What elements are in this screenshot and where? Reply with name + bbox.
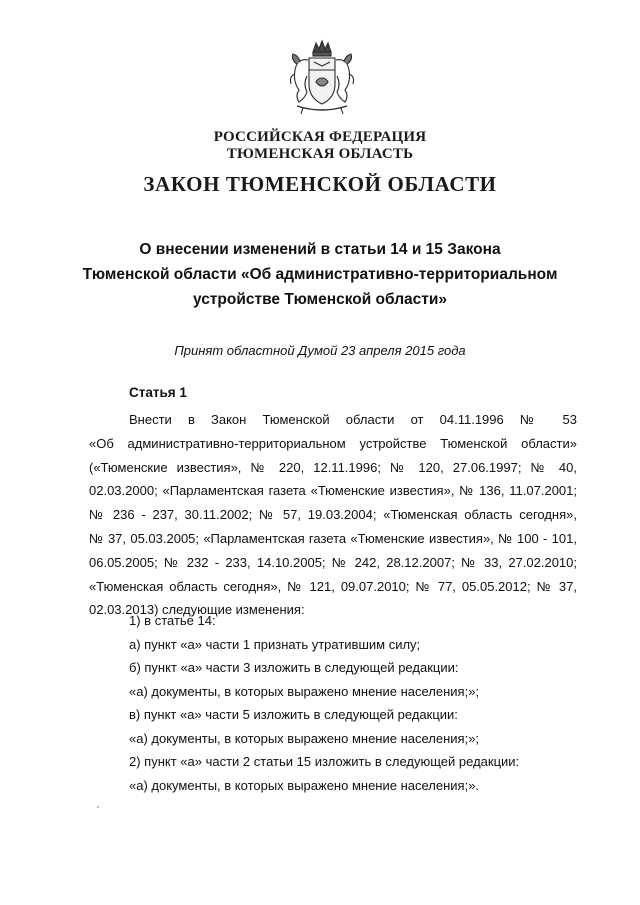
- list-item: б) пункт «а» части 3 изложить в следующей редакции:: [129, 660, 459, 675]
- law-title-line: устройстве Тюменской области»: [192, 291, 448, 308]
- paragraph-line: «Об административно-территориальном устройстве Тюменской области»: [89, 435, 577, 451]
- coat-of-arms-icon: [283, 38, 361, 118]
- law-title-line: О внесении изменений в статьи 14 и 15 Закона: [139, 241, 501, 258]
- article-heading: Статья 1: [129, 385, 187, 400]
- country-heading: РОССИЙСКАЯ ФЕДЕРАЦИЯ: [213, 129, 427, 145]
- adoption-note: Принят областной Думой 23 апреля 2015 года: [174, 343, 466, 358]
- paragraph-line: 02.03.2000; «Парламентская газета «Тюменские известия», № 136, 11.07.2001;: [89, 483, 577, 499]
- scan-speck: [97, 806, 99, 808]
- list-item: «а) документы, в которых выражено мнение населения;».: [129, 777, 480, 793]
- paragraph-line: «Тюменская область сегодня», № 121, 09.07.2010; № 77, 05.05.2012; № 37,: [89, 578, 577, 594]
- list-item: 1) в статье 14:: [129, 613, 216, 628]
- list-item: 2) пункт «а» части 2 статьи 15 изложить в следующей редакции:: [129, 754, 520, 769]
- paragraph-line: № 37, 05.03.2005; «Парламентская газета «Тюменские известия», № 100 - 101,: [89, 530, 577, 546]
- amendment-list: [129, 609, 589, 797]
- paragraph-line: 02.03.2013) следующие изменения:: [89, 602, 305, 618]
- list-item: а) пункт «а» части 1 признать утратившим силу;: [129, 636, 421, 652]
- paragraph-line: («Тюменские известия», № 220, 12.11.1996; № 120, 27.06.1997; № 40,: [89, 459, 577, 475]
- paragraph-line: № 236 - 237, 30.11.2002; № 57, 19.03.2004; «Тюменская область сегодня»,: [89, 507, 577, 523]
- list-item: «а) документы, в которых выражено мнение населения;»;: [129, 683, 480, 699]
- article-intro-paragraph: [89, 408, 577, 622]
- list-item: «а) документы, в которых выражено мнение населения;»;: [129, 730, 480, 746]
- paragraph-line: 06.05.2005; № 232 - 233, 14.10.2005; № 242, 28.12.2007; № 33, 27.02.2010;: [89, 554, 577, 570]
- document-type-heading: ЗАКОН ТЮМЕНСКОЙ ОБЛАСТИ: [143, 172, 497, 196]
- paragraph-line: Внести в Закон Тюменской области от 04.11.1996 № 53: [129, 412, 577, 427]
- list-item: в) пункт «а» части 5 изложить в следующей редакции:: [129, 707, 458, 722]
- law-title-line: Тюменской области «Об административно-территориальном: [82, 266, 558, 283]
- law-title: [0, 237, 640, 312]
- region-heading: ТЮМЕНСКАЯ ОБЛАСТЬ: [226, 146, 414, 162]
